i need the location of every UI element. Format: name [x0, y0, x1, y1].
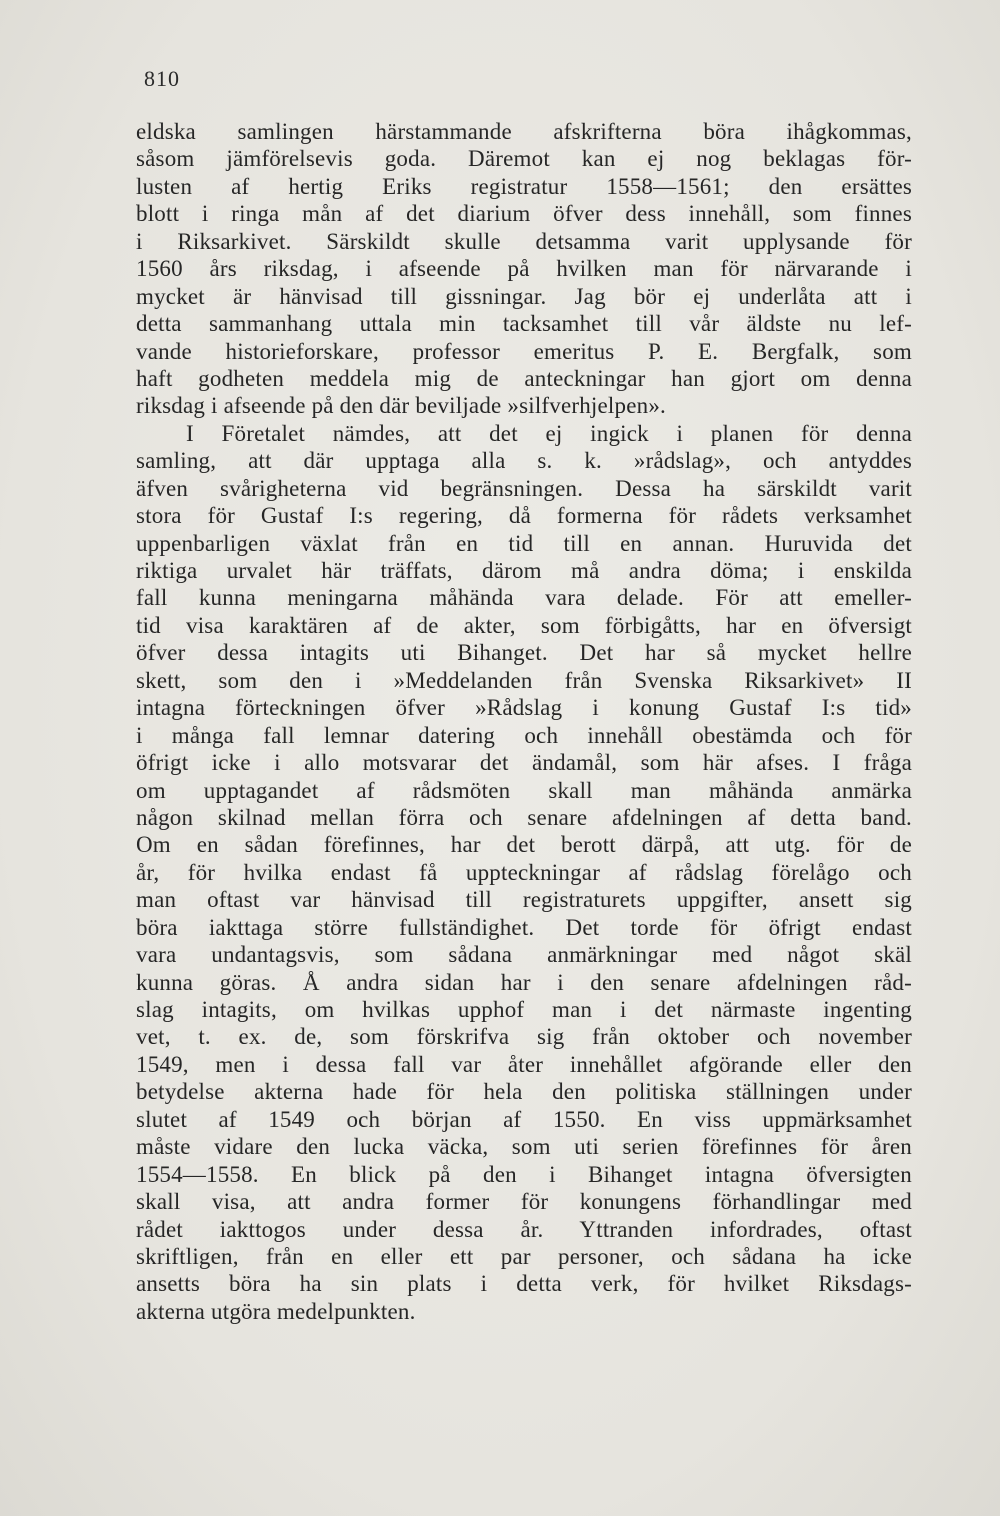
text-line: intagna förteckningen öfver »Rådslag i konung Gustaf I:s tid»	[136, 695, 912, 721]
text-line: öfver dessa intagits uti Bihanget. Det har så mycket hellre	[136, 640, 912, 666]
text-line: öfrigt icke i allo motsvarar det ändamål, som här afses. I fråga	[136, 750, 912, 776]
text-line: Om en sådan förefinnes, har det berott därpå, att utg. för de	[136, 832, 912, 858]
text-line: rådet iakttogos under dessa år. Yttranden infordrades, oftast	[136, 1216, 912, 1242]
text-line: böra iakttaga större fullständighet. Det torde för öfrigt endast	[136, 914, 912, 940]
text-line: skett, som den i »Meddelanden från Svenska Riksarkivet» II	[136, 667, 912, 693]
text-line: skriftligen, från en eller ett par personer, och sådana ha icke	[136, 1243, 912, 1269]
text-line: äfven svårigheterna vid begränsningen. Dessa ha särskildt varit	[136, 475, 912, 501]
text-line: någon skilnad mellan förra och senare afdelningen af detta band.	[136, 804, 912, 830]
text-line: om upptagandet af rådsmöten skall man måhända anmärka	[136, 777, 912, 803]
text-line: blott i ringa mån af det diarium öfver dess innehåll, som finnes	[136, 201, 912, 227]
text-line: skall visa, att andra former för konungens förhandlingar med	[136, 1189, 912, 1215]
text-line: vande historieforskare, professor emeritus P. E. Bergfalk, som	[136, 338, 912, 364]
text-line: lusten af hertig Eriks registratur 1558—1561; den ersättes	[136, 173, 912, 199]
text-line: riktiga urvalet här träffats, därom må andra döma; i enskilda	[136, 558, 912, 583]
text-line: eldska samlingen härstammande afskrifterna böra ihågkommas,	[136, 119, 912, 144]
page-number: 810	[144, 66, 180, 91]
text-line: måste vidare den lucka väcka, som uti serien förefinnes för åren	[136, 1134, 912, 1160]
text-line: uppenbarligen växlat från en tid till en annan. Huruvida det	[136, 530, 912, 556]
text-line: akterna utgöra medelpunkten.	[136, 1298, 416, 1324]
text-line: såsom jämförelsevis goda. Däremot kan ej nog beklagas för-	[136, 146, 912, 172]
text-line: vara undantagsvis, som sådana anmärkningar med något skäl	[136, 942, 912, 968]
text-line: I Företalet nämdes, att det ej ingick i planen för denna	[186, 420, 912, 446]
body-text	[136, 118, 912, 1325]
text-line: slag intagits, om hvilkas upphof man i det närmaste ingenting	[136, 997, 912, 1022]
text-line: i Riksarkivet. Särskildt skulle detsamma varit upplysande för	[136, 228, 912, 254]
text-line: man oftast var hänvisad till registraturets uppgifter, ansett sig	[136, 887, 912, 913]
text-line: ansetts böra ha sin plats i detta verk, för hvilket Riksdags-	[136, 1271, 912, 1297]
text-line: kunna göras. Å andra sidan har i den senare afdelningen råd-	[136, 969, 912, 995]
text-line: betydelse akterna hade för hela den politiska ställningen under	[136, 1079, 912, 1105]
text-line: mycket är hänvisad till gissningar. Jag bör ej underlåta att i	[136, 283, 912, 309]
text-line: slutet af 1549 och början af 1550. En viss uppmärksamhet	[136, 1106, 912, 1132]
text-line: detta sammanhang uttala min tacksamhet till vår äldste nu lef-	[136, 311, 912, 337]
text-line: år, för hvilka endast få uppteckningar af rådslag förelågo och	[136, 859, 912, 885]
text-line: stora för Gustaf I:s regering, då formerna för rådets verksamhet	[136, 503, 912, 529]
text-line: 1554—1558. En blick på den i Bihanget intagna öfversigten	[136, 1161, 912, 1187]
text-line: 1549, men i dessa fall var åter innehållet afgörande eller den	[136, 1051, 912, 1077]
text-line: fall kunna meningarna måhända vara delade. För att emeller-	[136, 585, 912, 611]
text-line: riksdag i afseende på den där beviljade »silfverhjelpen».	[136, 393, 666, 419]
text-line: i många fall lemnar datering och innehåll obestämda och för	[136, 722, 912, 748]
text-line: 1560 års riksdag, i afseende på hvilken man för närvarande i	[136, 256, 912, 282]
text-line: samling, att där upptaga alla s. k. »rådslag», och antyddes	[136, 448, 912, 474]
text-line: haft godheten meddela mig de anteckningar han gjort om denna	[136, 365, 912, 391]
text-line: vet, t. ex. de, som förskrifva sig från oktober och november	[136, 1024, 912, 1050]
text-line: tid visa karaktären af de akter, som förbigåtts, har en öfversigt	[136, 612, 912, 638]
